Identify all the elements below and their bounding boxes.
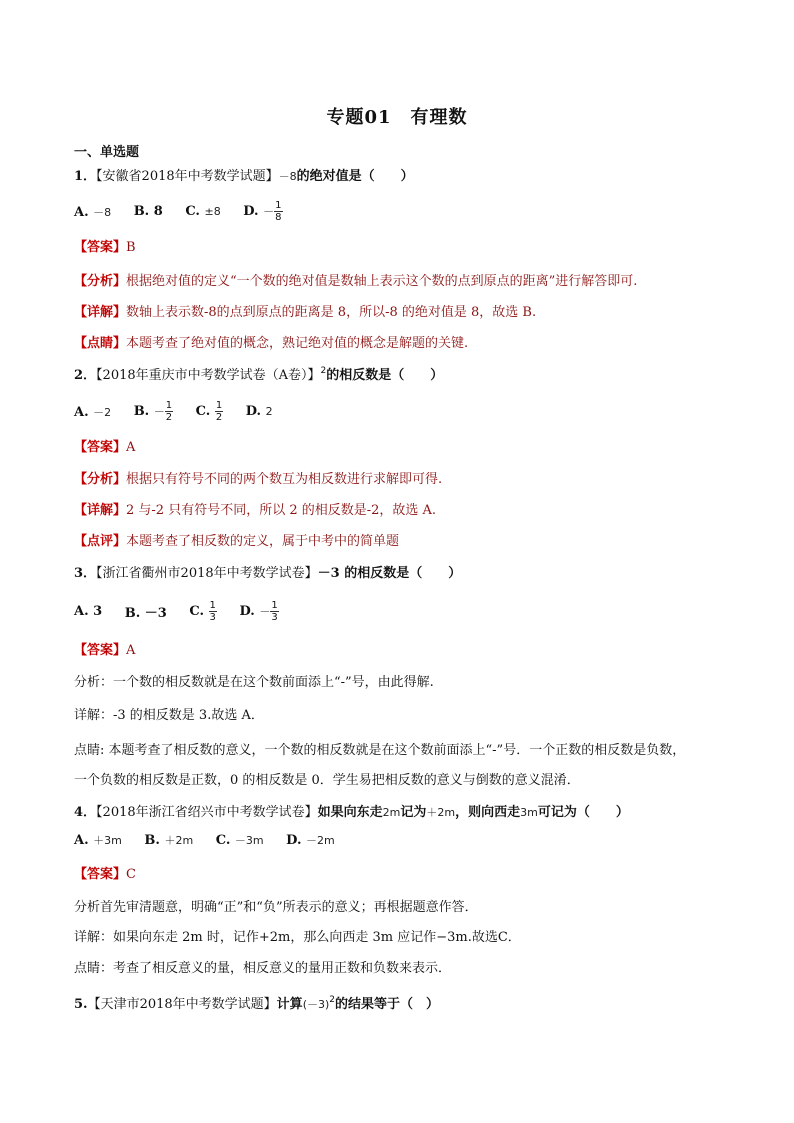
fraction: $\frac{1}{2}$	[165, 400, 173, 423]
fraction: $\frac{1}{8}$	[275, 200, 282, 223]
question-source: 【安徽省2018年中考数学试题】	[96, 169, 279, 184]
section-heading: 一、单选题	[74, 145, 140, 160]
question-2-options	[74, 400, 291, 423]
question-1-options	[74, 200, 301, 223]
analysis-line: 【分析】根据只有符号不同的两个数互为相反数进行求解即可得.	[74, 472, 443, 487]
question-source: 【浙江省衢州市2018年中考数学试卷】	[96, 566, 318, 581]
math-exponent: 2	[329, 995, 336, 1005]
question-1	[74, 165, 414, 184]
option-d: D. －2m	[286, 833, 335, 848]
question-number: 2．	[74, 368, 97, 383]
fraction: $\frac{1}{3}$	[271, 600, 278, 623]
analysis-line: 【分析】根据绝对值的定义“一个数的绝对值是数轴上表示这个数的点到原点的距离”进行解答即可.	[74, 274, 638, 289]
question-number: 4．	[74, 805, 97, 820]
option-b: B. ＋2m	[144, 833, 194, 848]
question-5: 5.【天津市2018年中考数学试题】计算$(-3)^2$的结果等于（ ）	[74, 995, 440, 1012]
option-c: C. $\frac{1}{2}$	[195, 400, 223, 423]
question-3-options	[74, 600, 297, 623]
detail-line: 详解：如果向东走 2m 时，记作+2m，那么向西走 3m 应记作−3m.故选C．	[74, 930, 521, 945]
question-number: 1．	[74, 169, 97, 184]
question-source: 【2018年浙江省绍兴市中考数学试卷】	[96, 805, 318, 820]
question-2	[74, 364, 443, 383]
comment-line: 点睛：考查了相反意义的量，相反意义的量用正数和负数来表示．	[74, 961, 452, 976]
question-text: －3 的相反数是（ ）	[317, 566, 462, 581]
fraction: $\frac{1}{2}$	[215, 400, 223, 423]
option-d: D. 2	[245, 404, 273, 419]
question-text: 的绝对值是（ ）	[296, 169, 414, 184]
question-4-options	[74, 832, 353, 848]
option-b: B. －3	[124, 606, 167, 621]
question-number: 3．	[74, 566, 97, 581]
math-expression: 3m	[520, 806, 538, 819]
detail-line: 详解：-3 的相反数是 3.故选 A．	[74, 708, 264, 723]
option-b: B. 8	[133, 204, 163, 219]
analysis-line: 分析：一个数的相反数就是在这个数前面添上“-”号，由此得解.	[74, 675, 434, 690]
analysis-line: 分析首先审清题意，明确“正”和“负”所表示的意义；再根据题意作答．	[74, 900, 478, 915]
question-3	[74, 562, 461, 581]
option-c: C. ±8	[185, 204, 221, 219]
fraction: $\frac{1}{3}$	[209, 600, 216, 623]
answer-line: 【答案】A	[74, 440, 136, 455]
answer-line: 【答案】C	[74, 867, 136, 882]
page-title: 专题01 有理数	[326, 107, 468, 128]
comment-line: 点睛: 本题考查了相反数的意义，一个数的相反数就是在这个数前面添上“-”号．一个正数的相反数是负数，	[74, 743, 686, 758]
option-a: A. ＋3m	[74, 833, 122, 848]
answer-line: 【答案】A	[74, 643, 136, 658]
comment-line: 【点评】本题考查了相反数的定义，属于中考中的简单题	[74, 534, 400, 549]
answer-line: 【答案】B	[74, 240, 136, 255]
option-a: A. －8	[74, 204, 112, 220]
comment-line-continued: 一个负数的相反数是正数，0 的相反数是 0．学生易把相反数的意义与倒数的意义混淆．	[74, 773, 580, 788]
option-a: A. －2	[74, 404, 112, 420]
comment-line: 【点睛】本题考查了绝对值的概念，熟记绝对值的概念是解题的关键.	[74, 336, 469, 351]
question-source: 【2018年重庆市中考数学试卷（A卷）】	[96, 368, 321, 383]
option-d: D. － $\frac{1}{3}$	[239, 600, 278, 623]
option-d: D. － $\frac{1}{8}$	[243, 200, 282, 223]
question-number: 5.	[74, 997, 88, 1012]
math-expression: 2	[320, 366, 327, 376]
option-a: A. 3	[74, 604, 103, 619]
detail-line: 【详解】数轴上表示数-8的点到原点的距离是 8，所以-8 的绝对值是 8，故选 B.	[74, 305, 537, 320]
math-expression: －8	[278, 170, 297, 183]
option-c: C. －3m	[215, 833, 264, 848]
question-text: 的相反数是（ ）	[326, 368, 444, 383]
question-source: 【天津市2018年中考数学试题】	[87, 997, 277, 1012]
option-c: C. $\frac{1}{3}$	[189, 600, 216, 623]
option-b: B. － $\frac{1}{2}$	[133, 400, 173, 423]
detail-line: 【详解】2 与-2 只有符号不同，所以 2 的相反数是-2，故选 A.	[74, 503, 437, 518]
math-expression: ＋2m	[426, 806, 456, 819]
question-4: 4．【2018年浙江省绍兴市中考数学试卷】如果向东走2m记为＋2m，则向西走3m可记为（ ）	[74, 805, 629, 820]
math-expression: (－3)	[302, 998, 330, 1011]
math-expression: 2m	[382, 806, 401, 819]
